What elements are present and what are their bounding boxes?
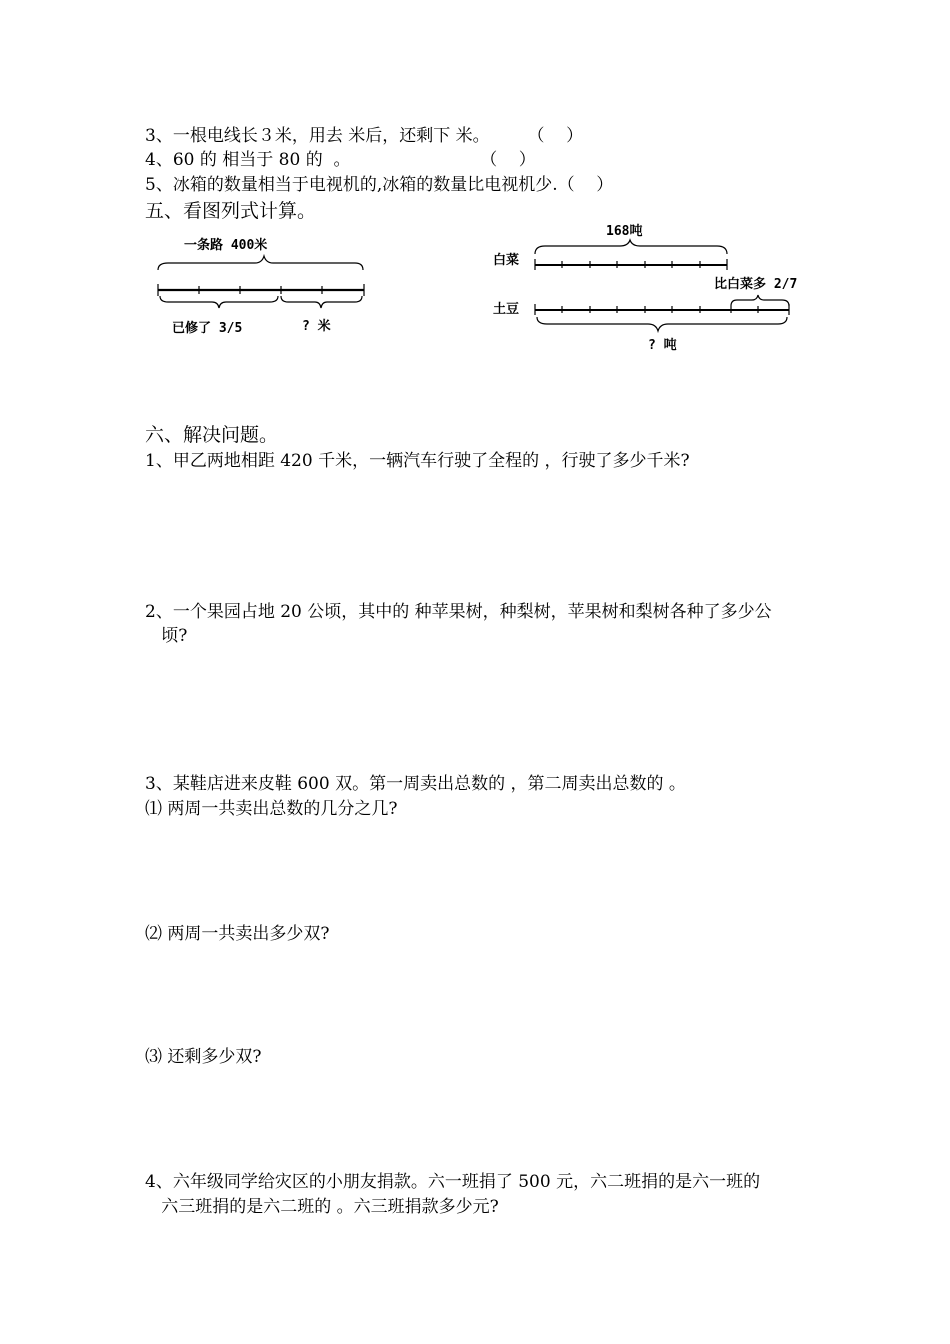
road-done-label: 已修了 3/5 <box>172 321 243 336</box>
problem-4-line2: 六三班捐的是六二班的 。六三班捐款多少元? <box>145 1197 499 1217</box>
potato-amount-label: ? 吨 <box>648 338 677 353</box>
cabbage-brace <box>535 240 727 254</box>
problem-3-part3: ⑶ 还剩多少双? <box>145 1047 262 1067</box>
cabbage-amount-label: 168吨 <box>606 224 643 239</box>
judge-q3: 3、一根电线长３米，用去 米后，还剩下 米。 （ ） <box>145 126 584 146</box>
potato-label: 土豆 <box>493 302 520 317</box>
problem-1: 1、甲乙两地相距 420 千米，一辆汽车行驶了全程的 ，行驶了多少千米? <box>145 451 690 471</box>
problem-3-part1: ⑴ 两周一共卖出总数的几分之几? <box>145 799 398 819</box>
problem-2-line1: 2、一个果园占地 20 公顷，其中的 种苹果树，种梨树，苹果树和梨树各种了多少公 <box>145 602 772 622</box>
road-top-brace <box>158 256 363 270</box>
section5-title: 五、看图列式计算。 <box>145 200 317 222</box>
extra-brace <box>731 295 789 306</box>
road-remaining-label: ? 米 <box>302 319 331 334</box>
road-remaining-brace <box>281 296 362 308</box>
cabbage-label: 白菜 <box>493 253 520 268</box>
judge-q4: 4、60 的 相当于 80 的 。 （ ） <box>145 150 536 170</box>
road-done-brace <box>160 296 278 308</box>
problem-4-line1: 4、六年级同学给灾区的小朋友捐款。六一班捐了 500 元，六二班捐的是六一班的 <box>145 1172 761 1192</box>
road-diagram <box>158 256 364 308</box>
problem-3: 3、某鞋店进来皮鞋 600 双。第一周卖出总数的 ，第二周卖出总数的 。 <box>145 774 686 794</box>
road-total-label: 一条路 400米 <box>184 238 268 253</box>
problem-3-part2: ⑵ 两周一共卖出多少双? <box>145 924 330 944</box>
judge-q5: 5、冰箱的数量相当于电视机的,冰箱的数量比电视机少.（ ） <box>145 175 614 195</box>
extra-fraction-label: 比白菜多 2/7 <box>714 277 798 292</box>
potato-brace <box>537 317 787 331</box>
section6-title: 六、解决问题。 <box>145 424 279 446</box>
problem-2-line2: 顷? <box>145 626 188 646</box>
